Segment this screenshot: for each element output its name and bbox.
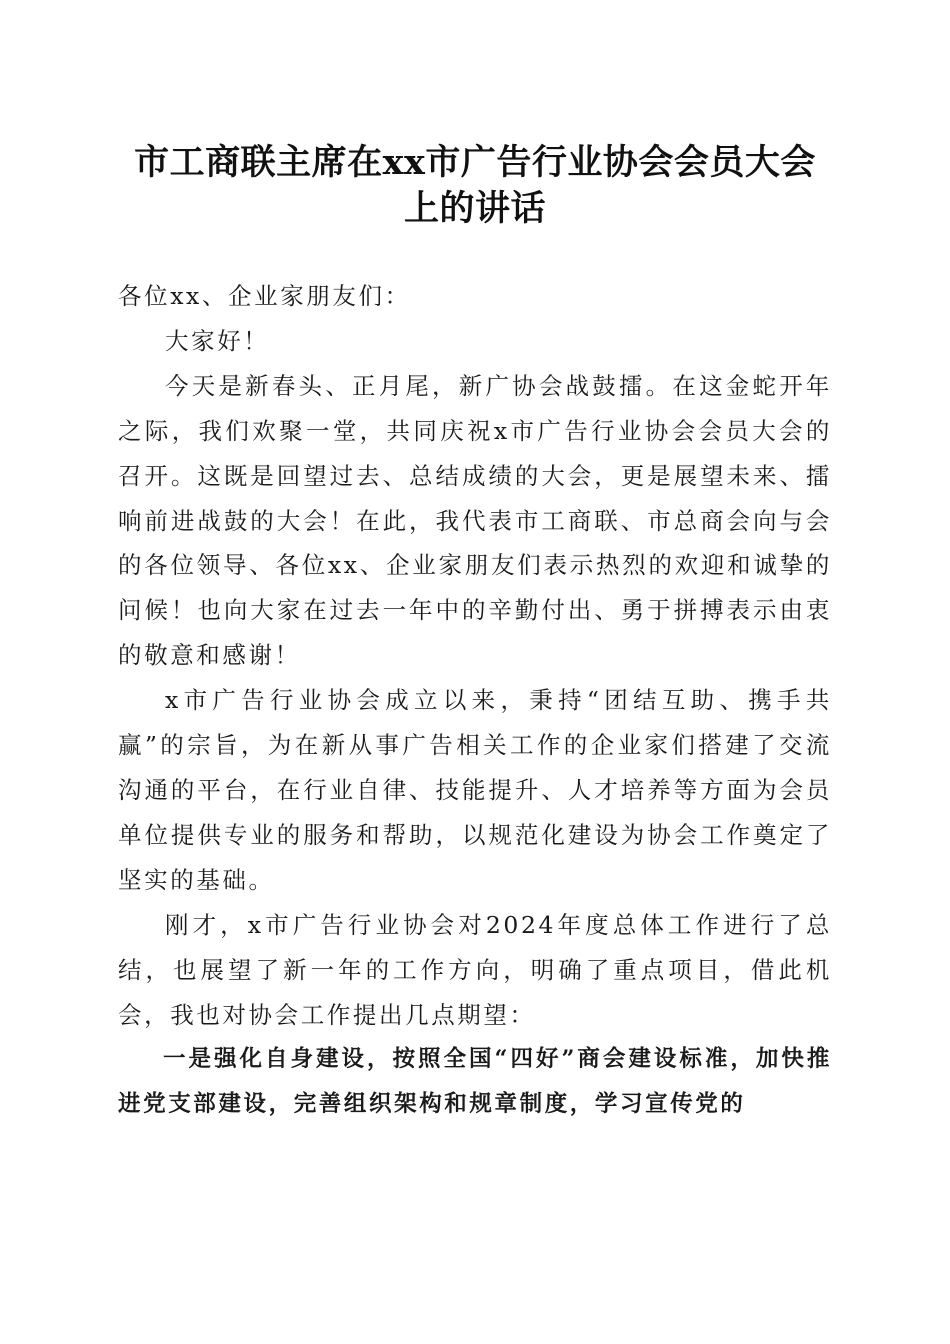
- paragraph-association-history: x市广告行业协会成立以来，秉持“团结互助、携手共赢”的宗旨，为在新从事广告相关工作的企业家们搭建了交流沟通的平台，在行业自律、技能提升、人才培养等方面为会员单位提供专业的服务和帮助，以规范化建设为协会工作奠定了坚实的基础。: [118, 686, 832, 894]
- paragraph-opening: 今天是新春头、正月尾，新广协会战鼓擂。在这金蛇开年之际，我们欢聚一堂，共同庆祝x市广告行业协会会员大会的召开。这既是回望过去、总结成绩的大会，更是展望未来、擂响前进战鼓的大会！在此，我代表市工商联、市总商会向与会的各位领导、各位xx、企业家朋友们表示热烈的欢迎和诚挚的问候！也向大家在过去一年中的辛勤付出、勇于拼搏表示由衷的敬意和感谢！: [118, 371, 832, 670]
- greeting: 大家好！: [165, 326, 270, 355]
- document-title: [100, 140, 850, 232]
- title-line-2: 上的讲话: [403, 188, 546, 229]
- document-body: [118, 274, 832, 1127]
- salutation: 各位xx、企业家朋友们：: [118, 282, 411, 310]
- title-line-1: 市工商联主席在xx市广告行业协会会员大会: [134, 142, 816, 183]
- paragraph-point-one: 一是强化自身建设，按照全国“四好”商会建设标准，加快推进党支部建设，完善组织架构和规章制度，学习宣传党的: [118, 1046, 832, 1118]
- paragraph-expectations-intro: 刚才，x市广告行业协会对2024年度总体工作进行了总结，也展望了新一年的工作方向，明确了重点项目，借此机会，我也对协会工作提出几点期望：: [118, 910, 832, 1029]
